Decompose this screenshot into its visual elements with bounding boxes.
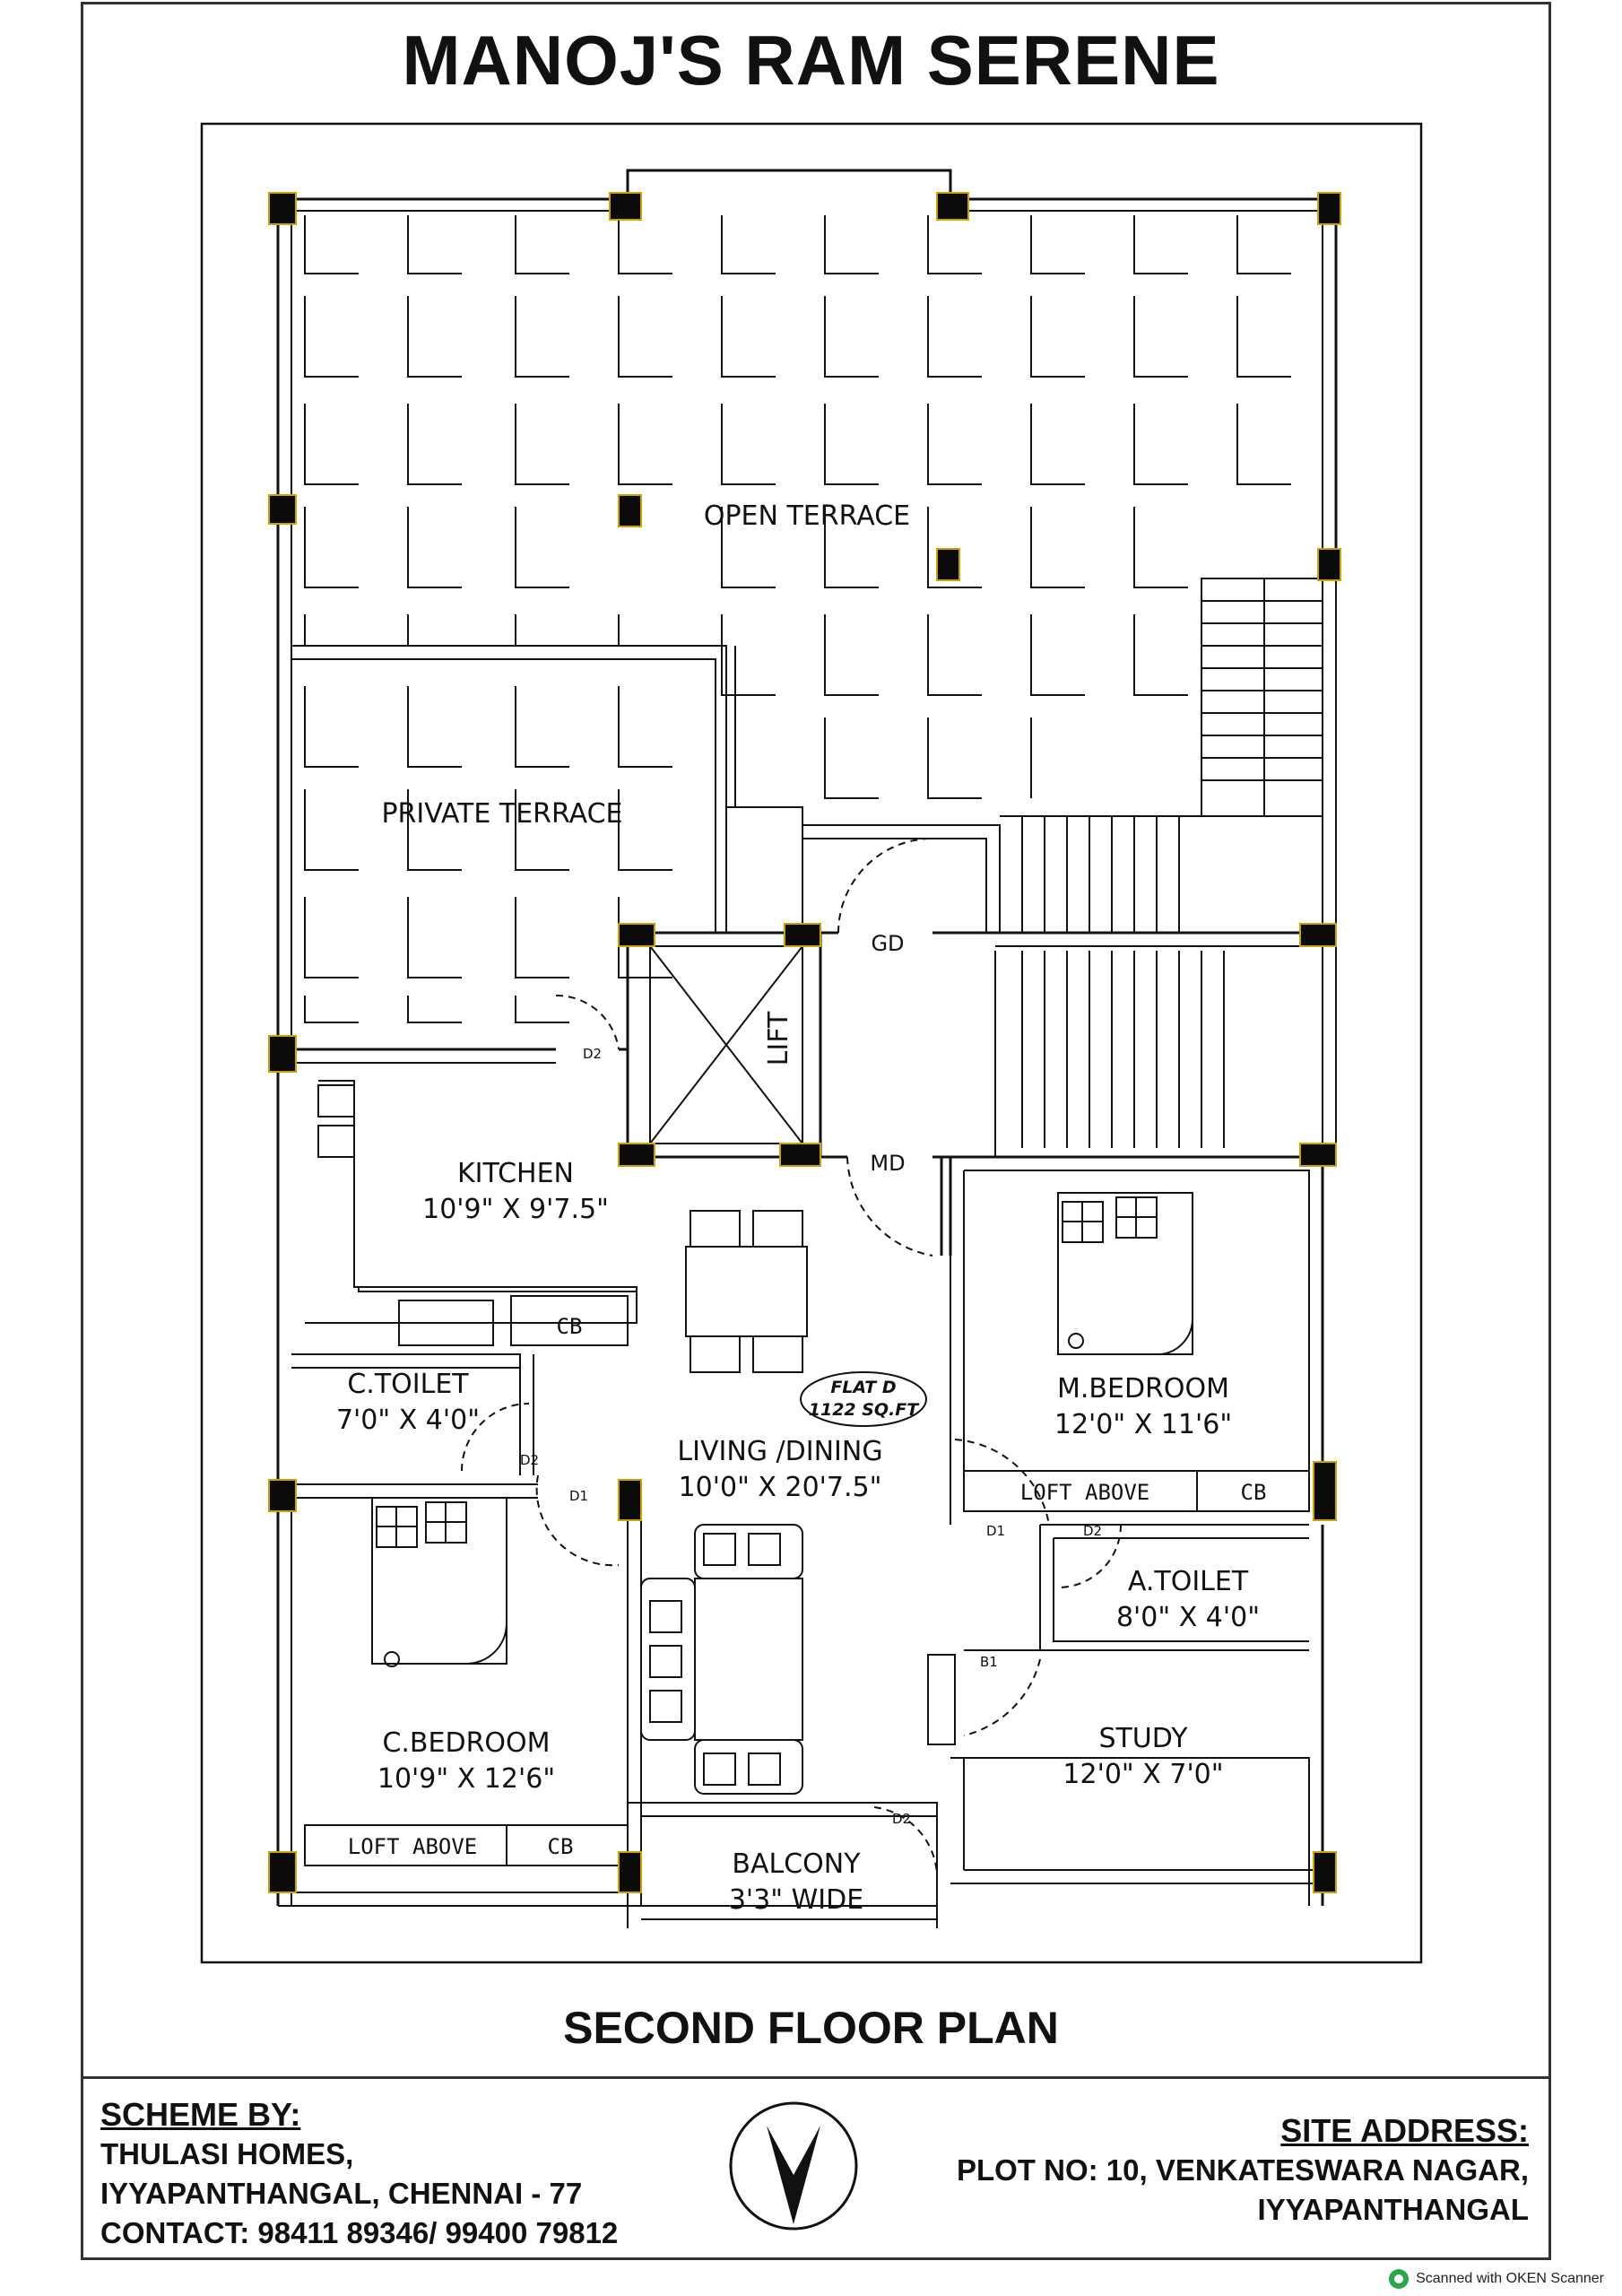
label-cb-kitchen: CB — [556, 1314, 583, 1339]
scheme-heading: SCHEME BY: — [100, 2096, 301, 2133]
label-a-toilet: A.TOILET — [1127, 1566, 1249, 1597]
label-flat-area: 1122 SQ.FT — [808, 1400, 919, 1420]
label-cb-master: CB — [1240, 1480, 1267, 1505]
site-heading: SITE ADDRESS: — [1280, 2112, 1529, 2149]
scanner-watermark — [1389, 2269, 1604, 2289]
scheme-line-3: CONTACT: 98411 89346/ 99400 79812 — [100, 2216, 619, 2249]
label-kitchen-dim: 10'9" X 9'7.5" — [422, 1194, 609, 1225]
label-a-toilet-dim: 8'0" X 4'0" — [1115, 1602, 1261, 1633]
label-m-bedroom-dim: 12'0" X 11'6" — [1054, 1409, 1233, 1440]
label-loft-master: LOFT ABOVE — [1019, 1480, 1150, 1505]
door-tag-d1-cbed: D1 — [569, 1488, 589, 1504]
scanner-logo-icon — [1389, 2269, 1409, 2289]
label-open-terrace: OPEN TERRACE — [703, 500, 911, 532]
label-kitchen: KITCHEN — [457, 1158, 574, 1189]
door-tag-d2-balcony: D2 — [892, 1811, 912, 1827]
label-gd: GD — [871, 931, 905, 956]
label-flat: FLAT D — [830, 1378, 897, 1397]
site-line-2: IYYAPANTHANGAL — [1257, 2193, 1529, 2226]
label-c-bedroom-dim: 10'9" X 12'6" — [377, 1763, 556, 1795]
dining-set — [686, 1211, 807, 1372]
label-study-dim: 12'0" X 7'0" — [1063, 1759, 1224, 1790]
plan-title: SECOND FLOOR PLAN — [563, 2003, 1059, 2053]
label-m-bedroom: M.BEDROOM — [1056, 1373, 1230, 1405]
label-living-dim: 10'0" X 20'7.5" — [678, 1472, 882, 1503]
door-tag-d2-atoilet: D2 — [1083, 1523, 1103, 1539]
label-living: LIVING /DINING — [677, 1436, 883, 1467]
label-loft-child: LOFT ABOVE — [347, 1834, 478, 1859]
scanner-text: Scanned with OKEN Scanner — [1416, 2271, 1604, 2287]
terrace-tile-grid — [305, 215, 1291, 1022]
label-private-terrace: PRIVATE TERRACE — [381, 798, 623, 830]
label-c-toilet-dim: 7'0" X 4'0" — [335, 1405, 481, 1436]
door-tag-d2-toilet: D2 — [520, 1452, 540, 1468]
label-lift: LIFT — [763, 1011, 794, 1066]
label-cb-child: CB — [547, 1834, 574, 1859]
label-md: MD — [870, 1151, 906, 1176]
label-study: STUDY — [1098, 1723, 1188, 1754]
scheme-block — [100, 2095, 618, 2253]
door-tag-d1-mbed: D1 — [986, 1523, 1006, 1539]
label-c-toilet: C.TOILET — [347, 1369, 469, 1400]
door-tag-d2-kitchen: D2 — [583, 1046, 603, 1062]
north-arrow-icon — [726, 2099, 861, 2233]
site-address-block — [957, 2111, 1529, 2230]
footer-divider — [81, 2076, 1551, 2079]
label-balcony-dim: 3'3" WIDE — [728, 1884, 864, 1916]
plan-frame — [202, 124, 1421, 1962]
site-line-1: PLOT NO: 10, VENKATESWARA NAGAR, — [956, 2153, 1529, 2187]
staircase-top — [1201, 578, 1323, 816]
scheme-line-1: THULASI HOMES, — [100, 2137, 354, 2170]
project-title: MANOJ'S RAM SERENE — [402, 21, 1220, 100]
scheme-line-2: IYYAPANTHANGAL, CHENNAI - 77 — [100, 2177, 583, 2210]
label-c-bedroom: C.BEDROOM — [382, 1727, 551, 1759]
door-tag-b1: B1 — [980, 1654, 998, 1670]
label-balcony: BALCONY — [732, 1848, 861, 1880]
staircase-mid — [995, 574, 1336, 1157]
